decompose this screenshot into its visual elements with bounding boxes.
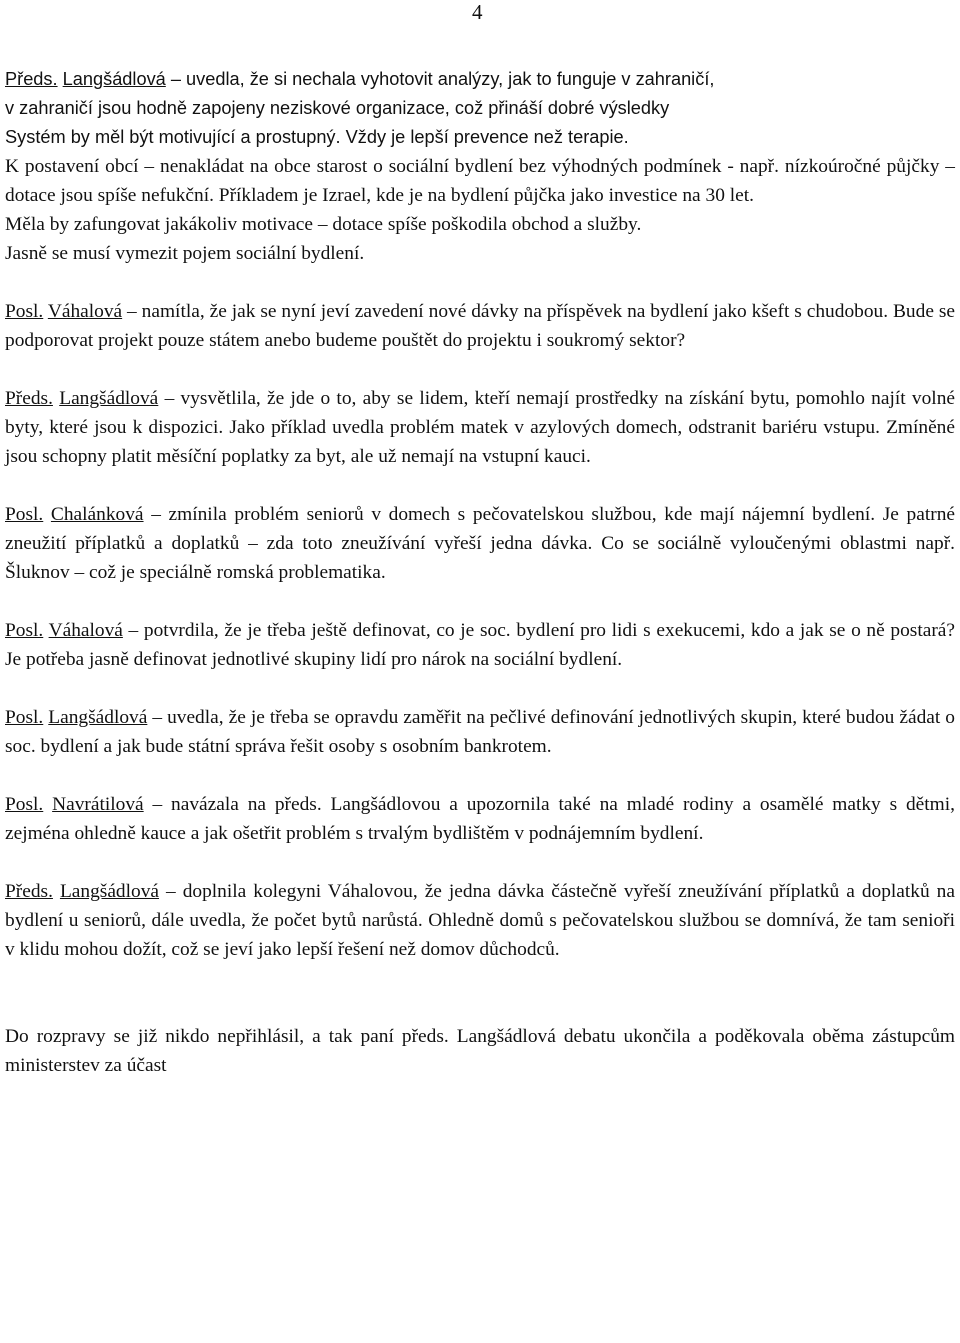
speaker-name: Langšádlová bbox=[59, 881, 160, 902]
statement-text: – navázala na předs. Langšádlovou a upozornila také na mladé rodiny a osamělé matky s dětmi, zejména ohledně kauce a jak ošetřit problém s trvalým bydlištěm v podnájemním bydlení. bbox=[5, 794, 955, 844]
speaker-role: Předs. bbox=[5, 69, 58, 89]
speaker-name: Chalánková bbox=[50, 504, 144, 525]
speaker-name: Langšádlová bbox=[48, 707, 148, 728]
paragraph-2 bbox=[5, 297, 955, 355]
speaker-role: Posl. bbox=[5, 794, 44, 815]
statement-text: – uvedla, že si nechala vyhotovit analýzy, jak to funguje v zahraničí, bbox=[165, 69, 715, 89]
speaker-name: Váhalová bbox=[47, 301, 123, 322]
paragraph-4 bbox=[5, 500, 955, 587]
statement-text: – uvedla, že je třeba se opravdu zaměřit na pečlivé definování jednotlivých skupin, které budou žádat o soc. bydlení a jak bude státní správa řešit osoby s osobním bankrotem. bbox=[5, 707, 955, 757]
speaker-role: Posl. bbox=[5, 301, 44, 322]
closing-paragraph: Do rozpravy se již nikdo nepřihlásil, a tak paní předs. Langšádlová debatu ukončila a poděkovala oběma zástupcům ministerstev za účast bbox=[5, 1026, 955, 1076]
statement-text: – namítla, že jak se nyní jeví zavedení nové dávky na příspěvek na bydlení jako kšeft s chudobou. Bude se podporovat projekt pouze státem anebo budeme pouštět do projektu i soukromý sektor? bbox=[5, 301, 955, 351]
statement-line: Měla by zafungovat jakákoliv motivace – dotace spíše poškodila obchod a služby. bbox=[5, 214, 642, 235]
speaker-name: Langšádlová bbox=[59, 388, 159, 409]
speaker-role: Posl. bbox=[5, 504, 44, 525]
statement-line: Jasně se musí vymezit pojem sociální bydlení. bbox=[5, 243, 365, 264]
speaker-name: Langšádlová bbox=[62, 69, 166, 89]
paragraph-5 bbox=[5, 616, 955, 674]
statement-text: – potvrdila, že je třeba ještě definovat, co je soc. bydlení pro lidi s exekucemi, kdo a jak se o ně postará? Je potřeba jasně definovat jednotlivé skupiny lidí pro nárok na sociální bydlení. bbox=[5, 620, 956, 670]
speaker-role: Předs. bbox=[5, 388, 53, 409]
page-number: 4 bbox=[472, 0, 483, 24]
speaker-role: Předs. bbox=[5, 881, 53, 902]
paragraph-1 bbox=[5, 65, 955, 268]
speaker-name: Navrátilová bbox=[52, 794, 144, 815]
paragraph-6 bbox=[5, 703, 955, 761]
speaker-name: Váhalová bbox=[48, 620, 123, 641]
speaker-role: Posl. bbox=[5, 707, 44, 728]
statement-text: – doplnila kolegyni Váhalovou, že jedna dávka částečně vyřeší zneužívání příplatků a doplatků na bydlení u seniorů, dále uvedla, že počet bytů narůstá. Ohledně domů s pečovatelskou službou se domnívá, že tam senioři v klidu mohou dožít, což se jeví jako lepší řešení než domov důchodců. bbox=[5, 881, 955, 960]
statement-line bbox=[5, 69, 714, 89]
statement-line: Systém by měl být motivující a prostupný. Vždy je lepší prevence než terapie. bbox=[5, 127, 629, 147]
statement-text: – vysvětlila, že jde o to, aby se lidem, kteří nemají prostředky na získání bytu, pomohlo najít volné byty, které jsou k dispozici. Jako příklad uvedla problém matek v azylových domech, odstranit bariéru vstupu. Zmíněné jsou schopny platit měsíční poplatky za byt, ale už nemají na vstupní kauci. bbox=[5, 388, 955, 467]
paragraph-3 bbox=[5, 384, 955, 471]
paragraph-7 bbox=[5, 790, 955, 848]
speaker-role: Posl. bbox=[5, 620, 44, 641]
statement-line: K postavení obcí – nenakládat na obce starost o sociální bydlení bez výhodných podmínek - např. nízkoúročné půjčky – dotace jsou spíše nefukční. Příkladem je Izrael, kde je na bydlení půjčka jako investice na 30 let. bbox=[5, 156, 955, 206]
paragraph-8 bbox=[5, 877, 955, 964]
minutes-body bbox=[5, 65, 955, 1109]
statement-line: v zahraničí jsou hodně zapojeny neziskové organizace, což přináší dobré výsledky bbox=[5, 98, 670, 118]
statement-text: – zmínila problém seniorů v domech s pečovatelskou službou, kde mají nájemní bydlení. Je patrné zneužití příplatků a doplatků – zda toto zneužívání vyřeší jedna dávka. Co se sociálně vyloučenými oblastmi např. Šluknov – což je speciálně romská problematika. bbox=[5, 504, 955, 583]
